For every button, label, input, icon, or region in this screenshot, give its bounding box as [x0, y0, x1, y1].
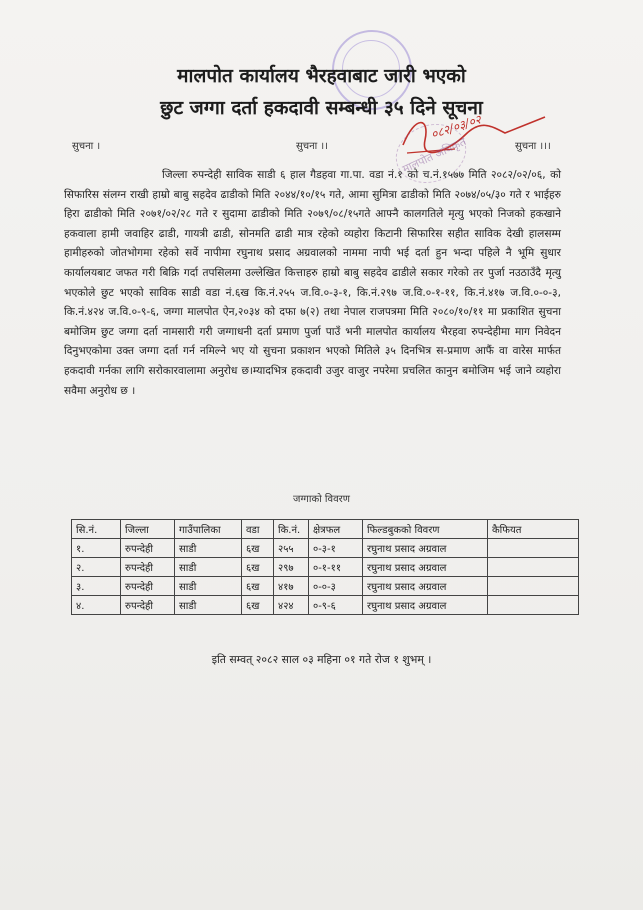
cell-ward: ६ख: [242, 596, 274, 615]
cell-ward: ६ख: [242, 577, 274, 596]
cell-fieldbook: रघुनाथ प्रसाद अग्रवाल: [363, 577, 488, 596]
notice-body-paragraph: जिल्ला रुपन्देही साविक साडी ६ हाल गैडहवा गा.पा. वडा नं.१ को च.नं.१५७७ मिति २०८२/०२/०६, को सिफारिस संलग्न राखी हाम्रो बाबु सहदेव ढाडीको मिति २०४४/१०/१५ गते, आमा सुमित्रा ढाडीको मिति २०७४/०५/३० गते र भाईहरु हिरा ढाडीको मिति २०७१/०२/२८ गते र सुदामा ढाडीको मिति २०७९/०८/१५गते आफ्नै कालगतिले मृत्यु भएको निजको हकखाने हकवाला हामी जवाहिर ढाडी, गायत्री ढाडी, सोनमति ढाडी मात्र रहेको व्यहोरा किटानी सिफारिस सहीत साविक देखी हालसम्म हामीहरुको जोतभोगमा रहेको सर्वे नापीमा रघुनाथ प्रसाद अग्रवालको नाममा नापी भई दर्ता हुन भन्दा पहिले नै भूमि सुधार कार्यालयबाट जफत गरी बिक्रि गर्दा तपसिलमा उल्लेखित कित्ताहरु हाम्रो बाबु सहदेव ढाडीले सकार गरेको तर पुर्जा नउठाउँदै मृत्यु भएकोले छुट भएको साविक साडी वडा नं.६ख कि.नं.२५५ ज.वि.०-३-१, कि.नं.२९७ ज.वि.०-१-११, कि.नं.४१७ ज.वि.०-०-३, कि.नं.४२४ ज.वि.०-९-६, जग्गा मालपोत ऐन,२०३४ को दफा ७(२) तथा नेपाल राजपत्रमा मिति २०८०/१०/११ मा प्रकाशित सुचना बमोजिम छुट जग्गा दर्ता नामसारी गरी जग्गाधनी दर्ता प्रमाण पुर्जा पाउँ भनी मालपोत कार्यालय भैरहवा रुपन्देहीमा माग निवेदन दिनुभएकोमा उक्त जग्गा दर्ता गर्न नमिल्ने भए यो सुचना प्रकाशन भएको मितिले ३५ दिनभित्र स-प्रमाण आफैं वा वारेस मार्फत हकदावी गर्नका लागि सरोकारवालामा अनुरोध छ।म्यादभित्र हकदावी उजुर वाजुर नपरेमा प्रचलित कानुन बमोजिम भई जाने व्यहोरा सवैमा अनुरोध छ ।: [64, 169, 561, 397]
col-header-fieldbook: फिल्डबुकको विवरण: [363, 520, 488, 539]
cell-plot-no: २९७: [274, 558, 309, 577]
cell-municipality: साडी: [175, 558, 242, 577]
table-header-row: [72, 520, 579, 539]
cell-serial: ४.: [72, 596, 121, 615]
closing-line: इति सम्वत् २०८२ साल ०३ महिना ०१ गते रोज १ शुभम् ।: [211, 653, 432, 666]
table-row: [72, 539, 579, 558]
cell-ward: ६ख: [242, 539, 274, 558]
table-row: [72, 577, 579, 596]
cell-fieldbook: रघुनाथ प्रसाद अग्रवाल: [363, 539, 488, 558]
col-header-district: जिल्ला: [121, 520, 175, 539]
cell-serial: ३.: [72, 577, 121, 596]
col-header-ward: वडा: [242, 520, 274, 539]
cell-district: रुपन्देही: [121, 577, 175, 596]
cell-ward: ६ख: [242, 558, 274, 577]
cell-serial: १.: [72, 539, 121, 558]
land-details-table: [71, 519, 579, 615]
cell-district: रुपन्देही: [121, 558, 175, 577]
cell-area: ०-९-६: [309, 596, 363, 615]
cell-municipality: साडी: [175, 539, 242, 558]
cell-remarks: [488, 577, 579, 596]
cell-area: ०-१-११: [309, 558, 363, 577]
cell-area: ०-३-१: [309, 539, 363, 558]
col-header-serial: सि.नं.: [72, 520, 121, 539]
col-header-area: क्षेत्रफल: [309, 520, 363, 539]
cell-district: रुपन्देही: [121, 539, 175, 558]
cell-district: रुपन्देही: [121, 596, 175, 615]
cell-plot-no: ४२४: [274, 596, 309, 615]
cell-area: ०-०-३: [309, 577, 363, 596]
cell-remarks: [488, 558, 579, 577]
cell-remarks: [488, 539, 579, 558]
col-header-plot-no: कि.नं.: [274, 520, 309, 539]
document-title-line2: छुट जग्गा दर्ता हकदावी सम्बन्धी ३५ दिने सूचना: [160, 97, 483, 119]
notice-label-3: सुचना ।।।: [515, 141, 551, 152]
cell-municipality: साडी: [175, 577, 242, 596]
cell-fieldbook: रघुनाथ प्रसाद अग्रवाल: [363, 596, 488, 615]
cell-plot-no: २५५: [274, 539, 309, 558]
cell-remarks: [488, 596, 579, 615]
table-row: [72, 596, 579, 615]
notice-label-2: सुचना ।।: [296, 141, 329, 152]
col-header-remarks: कैफियत: [488, 520, 579, 539]
cell-municipality: साडी: [175, 596, 242, 615]
table-row: [72, 558, 579, 577]
document-title-line1: मालपोत कार्यालय भैरहवाबाट जारी भएको: [177, 65, 466, 87]
officer-stamp-text: मालपोत अधिकृत: [400, 135, 469, 176]
signature-date: ०८२/०३/०२: [429, 112, 483, 142]
cell-fieldbook: रघुनाथ प्रसाद अग्रवाल: [363, 558, 488, 577]
notice-label-1: सुचना ।: [72, 141, 101, 152]
land-details-caption: जग्गाको विवरण: [293, 494, 350, 505]
cell-plot-no: ४१७: [274, 577, 309, 596]
cell-serial: २.: [72, 558, 121, 577]
col-header-municipality: गाउँपालिका: [175, 520, 242, 539]
